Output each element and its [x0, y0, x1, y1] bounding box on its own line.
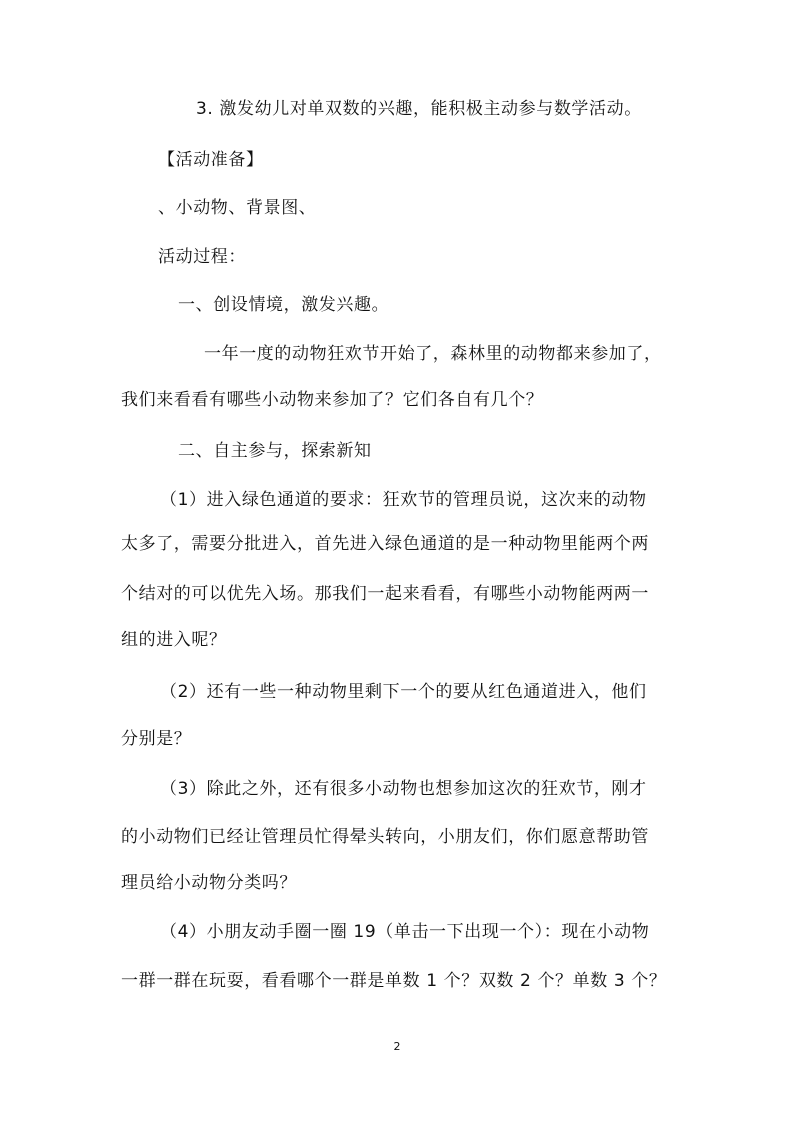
paragraph-line: 个结对的可以优先入场。那我们一起来看看，有哪些小动物能两两一 [121, 584, 649, 604]
paragraph-line: 分别是？ [121, 729, 192, 749]
paragraph-line: 我们来看看有哪些小动物来参加了？它们各自有几个？ [121, 390, 544, 410]
page-number: 2 [393, 1040, 401, 1053]
paragraph-line: 一年一度的动物狂欢节开始了，森林里的动物都来参加了， [204, 344, 662, 364]
paragraph-line: （3）除此之外，还有很多小动物也想参加这次的狂欢节，刚才 [160, 779, 647, 799]
paragraph-line: （2）还有一些一种动物里剩下一个的要从红色通道进入，他们 [160, 682, 647, 702]
paragraph-line: 太多了，需要分批进入，首先进入绿色通道的是一种动物里能两个两 [121, 534, 649, 554]
step-1-heading: 一、创设情境，激发兴趣。 [178, 295, 390, 315]
paragraph-line: （4）小朋友动手圈一圈 19（单击一下出现一个）：现在小动物 [160, 922, 650, 942]
paragraph-line: 组的进入呢？ [121, 630, 227, 650]
step-2-heading: 二、自主参与，探索新知 [178, 441, 372, 461]
paragraph-line: （1）进入绿色通道的要求：狂欢节的管理员说，这次来的动物 [160, 490, 647, 510]
materials-line: 、小动物、背景图、 [158, 198, 317, 218]
paragraph-line: 的小动物们已经让管理员忙得晕头转向，小朋友们，你们愿意帮助管 [121, 827, 649, 847]
paragraph-line: 理员给小动物分类吗？ [121, 873, 297, 893]
goal-3-line: 3. 激发幼儿对单双数的兴趣，能积极主动参与数学活动。 [196, 99, 642, 119]
section-heading-preparation: 【活动准备】 [158, 150, 264, 170]
paragraph-line: 一群一群在玩耍，看看哪个一群是单数 1 个？双数 2 个？单数 3 个？ [121, 971, 667, 991]
section-heading-process: 活动过程： [158, 247, 246, 267]
